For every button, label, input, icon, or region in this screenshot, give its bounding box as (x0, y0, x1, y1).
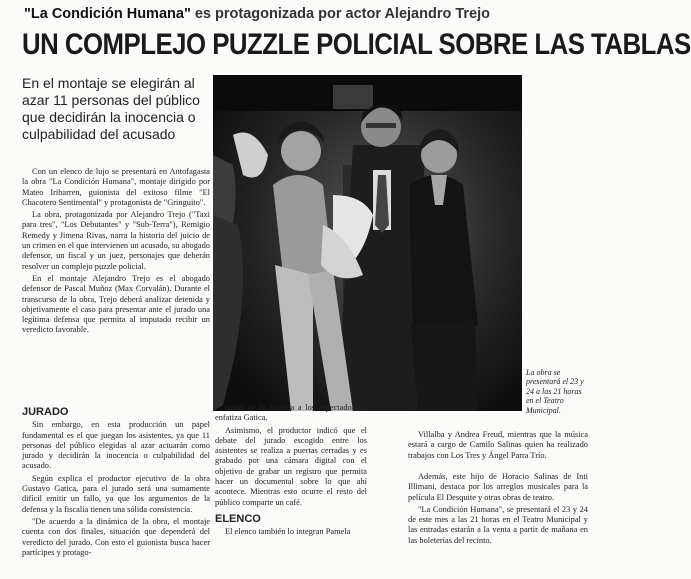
paragraph: Además, este hijo de Horacio Salinas de Inti Illimani, destaca por los arreglos musicales para la película El Desquite y otras obras de teatro. (408, 472, 588, 502)
body-column-2 (215, 403, 367, 540)
paragraph: "La Condición Humana", se presentará el 23 y 24 de este mes a las 21 horas en el Teatro Municipal y las entradas estarán a la venta a partir de mañana en las boleterías del recinto. (408, 504, 588, 545)
deck: En el montaje se elegirán al azar 11 personas del público que decidirán la inocencia o culpabilidad del acusado (22, 75, 200, 142)
cast-photo-illustration (213, 75, 522, 411)
kicker (24, 6, 584, 22)
photo-caption: La obra se presentará el 23 y 24 a las 21 horas en el Teatro Municipal. (526, 368, 584, 415)
paragraph: La obra, protagonizada por Alejandro Trejo ("Taxi para tres", "Los Debutantes" y "Sub-Terra"), Remigio Remedy y Jimena Rivas, narra la historia del juicio de un crimen en el que intervienen un acusado, su abogado defensor, un fiscal y un juez, personajes que deberán resolver un complejo puzzle policial. (22, 210, 210, 271)
photo-cast (213, 75, 522, 411)
kicker-quoted-title: "La Condición Humana" (24, 6, 191, 22)
paragraph: Sin embargo, en esta producción un papel fundamental es el que juegan los asistentes, ya que 11 personas del público elegidas al azar actuarán como jurado y decidirán la inocencia o culpabilidad del acusado. (22, 420, 210, 471)
paragraph: "De acuerdo a la dinámica de la obra, el montaje cuenta con dos finales, situación que dependerá del veredicto del jurado. Con esto el guionista busca hacer partícipes y protago- (22, 516, 210, 557)
paragraph: Asimismo, el productor indicó que el debate del jurado escogido entre los asistentes se realiza a puertas cerradas y es grabado por una cámara digital con el objetivo de grabar un registro que permita hacer un documental sobre lo que ahí acontece. Mientras esto ocurre el resto del público comparte un café. (215, 425, 367, 507)
paragraph: En el montaje Alejandro Trejo es el abogado defensor de Pascal Muñoz (Max Corvalán). Durante el transcurso de la obra, Trejo deberá analizar detenida y objetivamente el caso para presentar ante el jurado una legítima defensa que permita al imputado recibir un veredicto favorable. (22, 273, 210, 335)
body-column-1 (22, 167, 210, 338)
body-column-3 (408, 430, 588, 463)
body-column-4 (408, 472, 588, 548)
body-column-1-jurado (22, 405, 210, 560)
paragraph: El elenco también lo integran Pamela (225, 527, 351, 537)
paragraph: Villalba y Andrea Freud, mientras que la música estará a cargo de Camilo Salinas quien ha realizado trabajos con Los Tres y Ángel Parra Trío. (408, 430, 588, 460)
paragraph: Según explica el productor ejecutivo de la obra Gustavo Gatica, para el jurado será una sumamente difícil emitir un fallo, ya que los argumentos de la defensa y la fiscalía tienen una sólida consistencia. (22, 473, 210, 514)
subhead-elenco: ELENCO (215, 512, 261, 525)
kicker-rest: es protagonizada por actor Alejandro Trejo (190, 6, 491, 22)
paragraph: nistas de la historia a los espectadores", enfatiza Gatica. (215, 403, 367, 423)
headline: UN COMPLEJO PUZZLE POLICIAL SOBRE LAS TABLAS (22, 28, 691, 61)
subhead-jurado: JURADO (22, 406, 69, 418)
paragraph: Con un elenco de lujo se presentará en Antofagasta la obra "La Condición Humana", montaje dirigido por Mateo Iribarren, guionista del exitoso filme "El Chacotero Sentimental" y protagonista de "Gringuito". (22, 167, 210, 207)
